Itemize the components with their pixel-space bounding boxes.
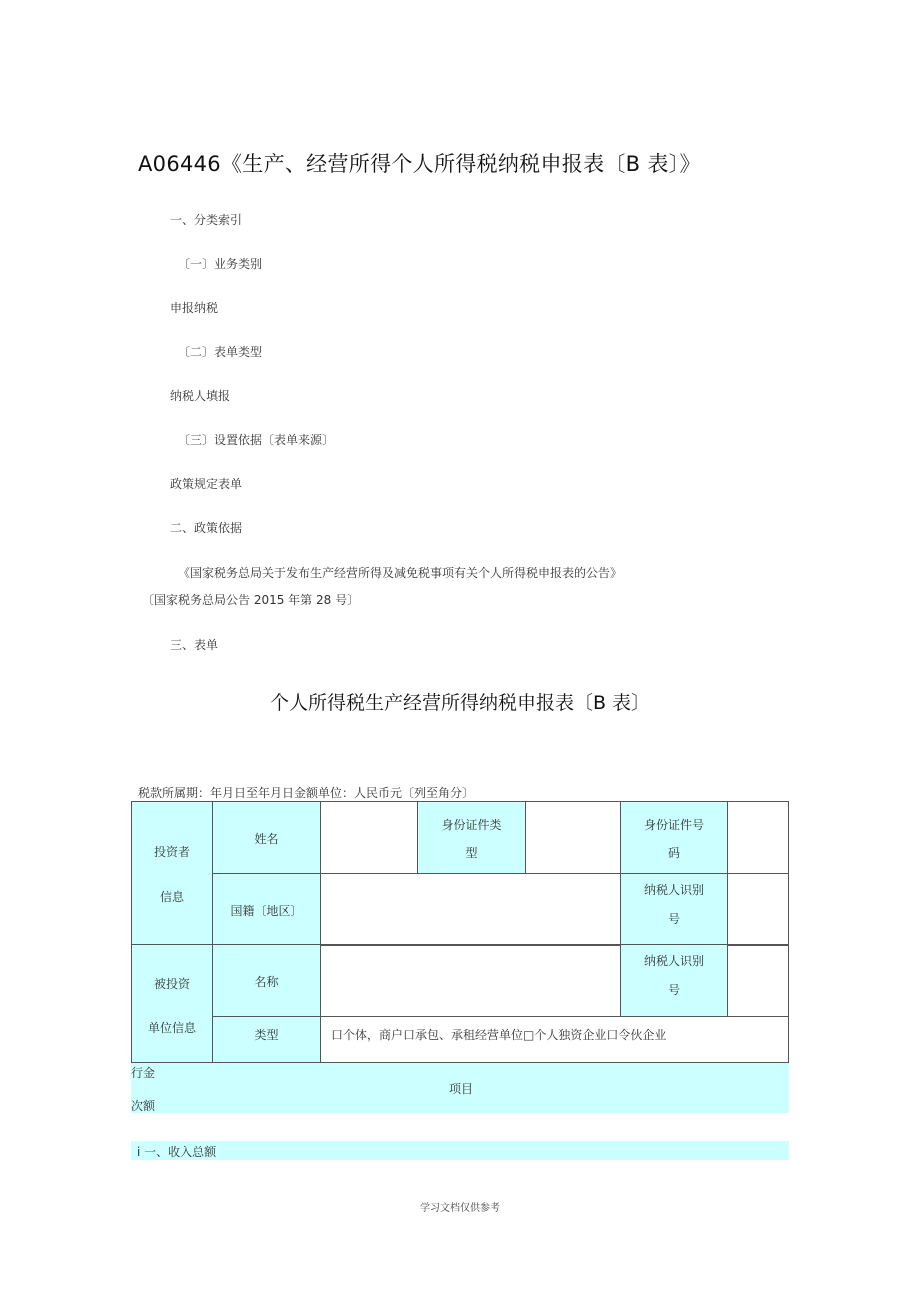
row-amount-header-2: 次额	[131, 1099, 156, 1113]
name-label: 姓名	[212, 801, 321, 874]
document-title: A06446《生产、经营所得个人所得税纳税申报表〔B 表〕》	[138, 152, 701, 176]
type-label: 类型	[212, 1016, 321, 1063]
nationality-label: 国籍〔地区〕	[212, 873, 321, 946]
basis-value: 政策规定表单	[170, 477, 243, 491]
subsection-form-type: 〔二〕表单类型	[178, 345, 263, 359]
section-policy-basis: 二、政策依据	[170, 521, 243, 535]
id-number-field[interactable]	[727, 801, 789, 874]
id-type-label: 身份证件类 型	[417, 801, 526, 874]
form-type-value: 纳税人填报	[170, 389, 231, 403]
policy-basis-line-1: 《国家税务总局关于发布生产经营所得及减免税事项有关个人所得税申报表的公告》	[178, 566, 623, 580]
nationality-field[interactable]	[320, 873, 621, 946]
id-number-label: 身份证件号 码	[620, 801, 728, 874]
subsection-business-category: 〔一〕业务类别	[178, 257, 263, 271]
investor-info-label: 投资者 信息	[131, 801, 213, 945]
period-unit-line: 税款所属期：年月日至年月日金额单位：人民币元〔列至角分〕	[138, 786, 475, 800]
section-form: 三、表单	[170, 638, 219, 652]
name-field[interactable]	[320, 801, 418, 874]
subsection-basis: 〔三〕设置依据〔表单来源〕	[178, 433, 335, 447]
items-header-row	[131, 1063, 789, 1113]
taxpayer-id-field[interactable]	[727, 873, 789, 946]
org-taxpayer-id-field[interactable]	[727, 944, 789, 1017]
org-taxpayer-id-label: 纳税人识别 号	[620, 944, 728, 1017]
id-type-field[interactable]	[525, 801, 621, 874]
form-title: 个人所得税生产经营所得纳税申报表〔B 表〕	[269, 692, 651, 714]
investee-info-label: 被投资 单位信息	[131, 944, 213, 1063]
taxpayer-id-label: 纳税人识别 号	[620, 873, 728, 946]
org-name-label: 名称	[212, 944, 321, 1017]
income-total-label: i 一、收入总额	[137, 1145, 217, 1159]
item-header: 项目	[449, 1082, 474, 1096]
row-amount-header-1: 行金	[131, 1066, 156, 1080]
declaration-table	[131, 801, 789, 1063]
footer-note: 学习文档仅供参考	[420, 1203, 500, 1214]
type-options[interactable]: 口个体，商户口承包、承租经营单位□个人独资企业口令伙企业	[320, 1016, 789, 1063]
income-total-row	[131, 1141, 789, 1160]
section-classification-index: 一、分类索引	[170, 213, 243, 227]
org-name-field[interactable]	[320, 944, 621, 1017]
policy-basis-line-2: 〔国家税务总局公告 2015 年第 28 号〕	[142, 593, 360, 607]
business-category-value: 申报纳税	[170, 301, 219, 315]
